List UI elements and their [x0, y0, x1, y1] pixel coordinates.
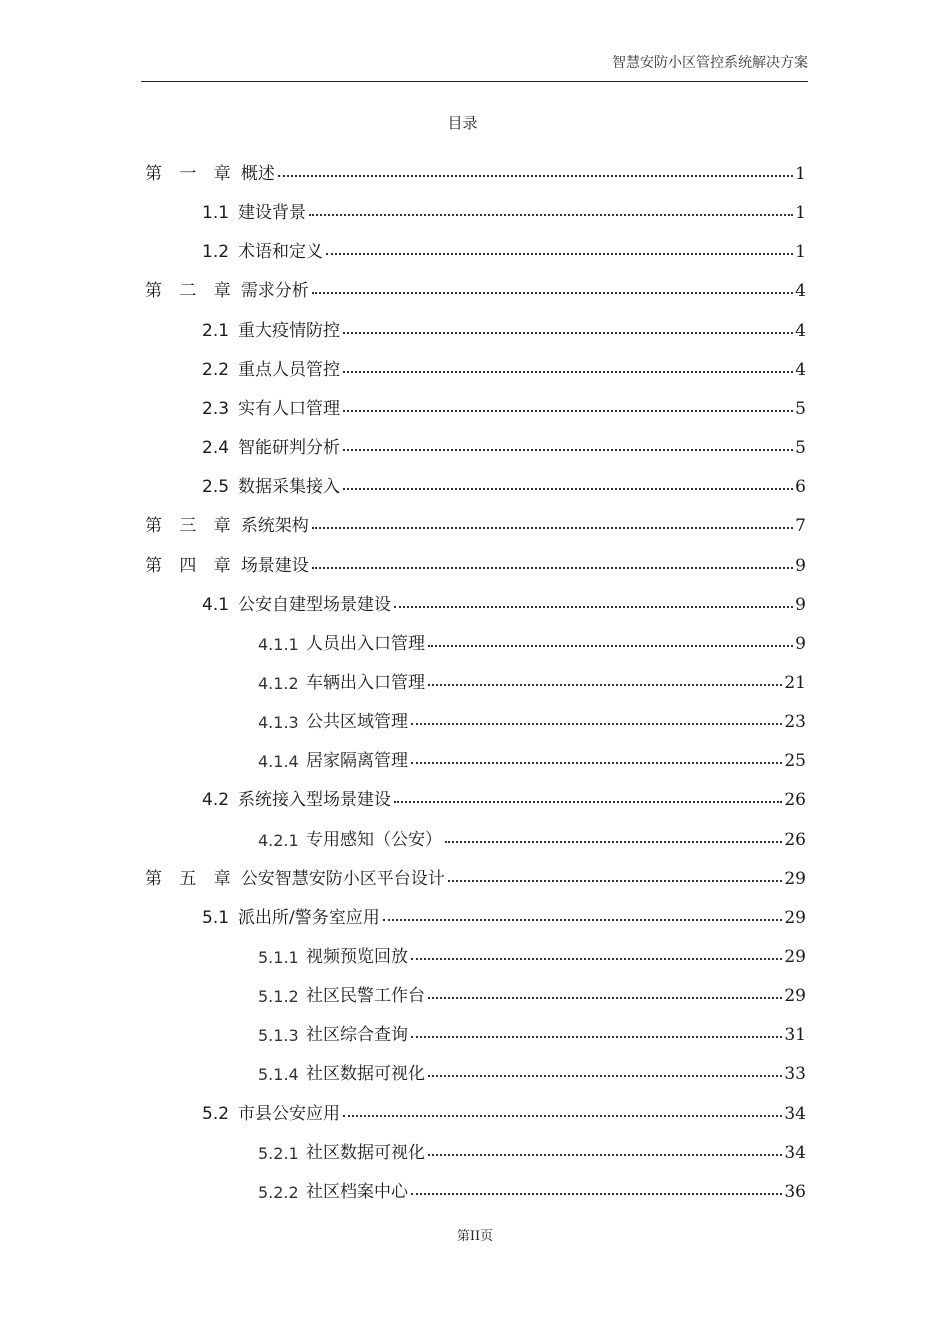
toc-entry-label: 场景建设: [240, 556, 309, 576]
toc-section-number: 1.2: [202, 242, 230, 262]
toc-leader-dots: [343, 410, 793, 412]
toc-entry[interactable]: [145, 548, 806, 576]
toc-section-number: 4.1.3: [258, 713, 299, 732]
toc-page-number: 26: [784, 830, 806, 850]
toc-leader-dots: [411, 723, 782, 725]
toc-entry[interactable]: [258, 822, 806, 850]
toc-entry-label: 智能研判分析: [238, 438, 340, 458]
toc-leader-dots: [383, 919, 783, 921]
toc-entry[interactable]: [258, 1056, 806, 1084]
toc-page-number: 29: [784, 947, 806, 967]
toc-leader-dots: [428, 997, 782, 999]
toc-entry[interactable]: [258, 1017, 806, 1045]
toc-section-number: 4.2: [202, 790, 230, 810]
toc-title: 目录: [447, 114, 478, 132]
toc-page-number: 26: [784, 790, 806, 810]
toc-entry[interactable]: [202, 900, 806, 928]
toc-entry[interactable]: [258, 626, 806, 654]
toc-leader-dots: [428, 1154, 782, 1156]
toc-section-number: 4.1.2: [258, 674, 299, 693]
toc-entry-label: 市县公安应用: [238, 1104, 340, 1124]
toc-page-number: 5: [795, 399, 806, 419]
toc-page-number: 23: [784, 712, 806, 732]
toc-entry-label: 重点人员管控: [238, 360, 340, 380]
toc-leader-dots: [428, 1075, 782, 1077]
toc-section-number: 2.5: [202, 477, 230, 497]
toc-entry[interactable]: [202, 782, 806, 810]
toc-entry[interactable]: [202, 195, 806, 223]
toc-leader-dots: [411, 1193, 782, 1195]
toc-entry-label: 社区档案中心: [306, 1182, 408, 1202]
toc-chapter-number: 第 一 章: [145, 164, 237, 184]
toc-entry-label: 社区数据可视化: [306, 1143, 425, 1163]
toc-entry[interactable]: [258, 978, 806, 1006]
toc-leader-dots: [278, 175, 793, 177]
toc-entry[interactable]: [202, 391, 806, 419]
toc-leader-dots: [428, 645, 793, 647]
toc-page-number: 29: [784, 986, 806, 1006]
toc-entry[interactable]: [145, 861, 806, 889]
toc-entry-label: 车辆出入口管理: [306, 673, 425, 693]
toc-page-number: 7: [795, 516, 806, 536]
toc-page-number: 25: [784, 751, 806, 771]
toc-section-number: 5.1: [202, 908, 230, 928]
toc-section-number: 5.1.3: [258, 1026, 299, 1045]
toc-leader-dots: [411, 762, 782, 764]
toc-entry-label: 实有人口管理: [238, 399, 340, 419]
toc-entry-label: 公共区域管理: [306, 712, 408, 732]
toc-chapter-number: 第 二 章: [145, 281, 237, 301]
toc-entry[interactable]: [258, 704, 806, 732]
page-number: 第II页: [456, 1229, 494, 1244]
toc-page-number: 33: [784, 1064, 806, 1084]
toc-leader-dots: [312, 567, 793, 569]
toc-section-number: 4.2.1: [258, 831, 299, 850]
toc-page-number: 4: [795, 321, 806, 341]
toc-entry[interactable]: [202, 313, 806, 341]
toc-chapter-number: 第 四 章: [145, 556, 237, 576]
toc-section-number: 2.1: [202, 321, 230, 341]
toc-entry-label: 系统接入型场景建设: [238, 790, 391, 810]
toc-leader-dots: [394, 606, 793, 608]
toc-page-number: 6: [795, 477, 806, 497]
toc-entry[interactable]: [258, 1135, 806, 1163]
toc-leader-dots: [428, 684, 782, 686]
toc-section-number: 5.1.1: [258, 948, 299, 967]
toc-entry-label: 需求分析: [240, 281, 309, 301]
toc-leader-dots: [312, 527, 793, 529]
toc-page-number: 31: [784, 1025, 806, 1045]
toc-page-number: 1: [795, 203, 806, 223]
toc-entry[interactable]: [258, 665, 806, 693]
toc-entry-label: 派出所/警务室应用: [238, 908, 380, 928]
toc-leader-dots: [411, 958, 782, 960]
toc-leader-dots: [312, 292, 793, 294]
toc-section-number: 5.2.2: [258, 1183, 299, 1202]
toc-section-number: 2.2: [202, 360, 230, 380]
toc-section-number: 5.1.4: [258, 1065, 299, 1084]
toc-leader-dots: [448, 880, 783, 882]
toc-entry-label: 社区民警工作台: [306, 986, 425, 1006]
running-header: 智慧安防小区管控系统解决方案: [612, 55, 808, 71]
toc-leader-dots: [343, 332, 793, 334]
toc-leader-dots: [343, 449, 793, 451]
toc-leader-dots: [343, 488, 793, 490]
toc-leader-dots: [343, 371, 793, 373]
toc-page-number: 34: [784, 1104, 806, 1124]
toc-section-number: 5.2: [202, 1104, 230, 1124]
toc-entry[interactable]: [145, 156, 806, 184]
toc-page-number: 34: [784, 1143, 806, 1163]
toc-entry[interactable]: [202, 587, 806, 615]
toc-page-number: 4: [795, 360, 806, 380]
header-divider: [141, 81, 808, 82]
toc-entry[interactable]: [145, 508, 806, 536]
toc-leader-dots: [394, 801, 782, 803]
toc-leader-dots: [445, 841, 782, 843]
toc-page-number: 4: [795, 281, 806, 301]
toc-leader-dots: [343, 1115, 782, 1117]
toc-page-number: 9: [795, 634, 806, 654]
toc-entry-label: 视频预览回放: [306, 947, 408, 967]
toc-section-number: 2.4: [202, 438, 230, 458]
toc-entry-label: 概述: [240, 164, 275, 184]
toc-section-number: 4.1.1: [258, 635, 299, 654]
toc-section-number: 5.2.1: [258, 1144, 299, 1163]
toc-entry[interactable]: [258, 1174, 806, 1202]
toc-entry[interactable]: [202, 234, 806, 262]
toc-page-number: 9: [795, 556, 806, 576]
toc-entry-label: 数据采集接入: [238, 477, 340, 497]
toc-entry-label: 社区数据可视化: [306, 1064, 425, 1084]
toc-page-number: 1: [795, 164, 806, 184]
toc-entry[interactable]: [202, 1096, 806, 1124]
toc-entry[interactable]: [202, 469, 806, 497]
toc-page-number: 1: [795, 242, 806, 262]
toc-page-number: 21: [784, 673, 806, 693]
toc-page-number: 9: [795, 595, 806, 615]
toc-entry[interactable]: [202, 352, 806, 380]
toc-leader-dots: [309, 214, 793, 216]
toc-page-number: 29: [784, 869, 806, 889]
toc-page-number: 5: [795, 438, 806, 458]
toc-entry[interactable]: [202, 430, 806, 458]
toc-leader-dots: [411, 1036, 782, 1038]
toc-section-number: 2.3: [202, 399, 230, 419]
toc-section-number: 5.1.2: [258, 987, 299, 1006]
toc-entry-label: 术语和定义: [238, 242, 323, 262]
toc-entry-label: 建设背景: [238, 203, 306, 223]
toc-entry-label: 公安自建型场景建设: [238, 595, 391, 615]
toc-leader-dots: [326, 253, 793, 255]
toc-section-number: 1.1: [202, 203, 230, 223]
toc-entry-label: 人员出入口管理: [306, 634, 425, 654]
toc-page-number: 36: [784, 1182, 806, 1202]
toc-entry[interactable]: [145, 273, 806, 301]
toc-entry[interactable]: [258, 743, 806, 771]
toc-page-number: 29: [784, 908, 806, 928]
toc-entry-label: 重大疫情防控: [238, 321, 340, 341]
toc-chapter-number: 第 五 章: [145, 869, 237, 889]
toc-entry-label: 居家隔离管理: [306, 751, 408, 771]
toc-section-number: 4.1.4: [258, 752, 299, 771]
toc-entry-label: 公安智慧安防小区平台设计: [240, 869, 445, 889]
toc-entry[interactable]: [258, 939, 806, 967]
toc-entry-label: 系统架构: [240, 516, 309, 536]
toc-section-number: 4.1: [202, 595, 230, 615]
toc-chapter-number: 第 三 章: [145, 516, 237, 536]
toc-entry-label: 专用感知（公安）: [306, 830, 442, 850]
toc-entry-label: 社区综合查询: [306, 1025, 408, 1045]
